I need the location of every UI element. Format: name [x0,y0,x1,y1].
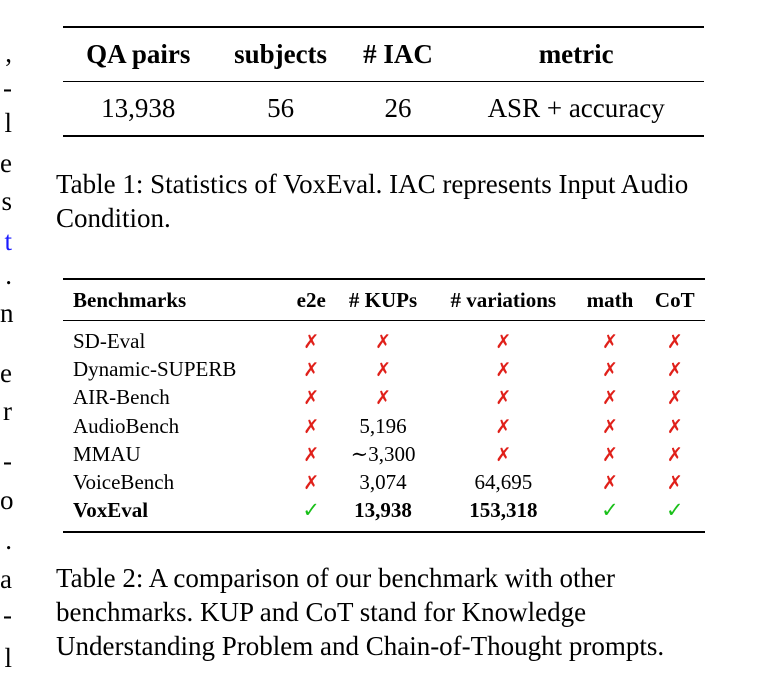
cell-benchmark: VoxEval [73,498,149,523]
cross-icon: ✗ [666,415,683,438]
cell-benchmark: AudioBench [73,413,180,438]
margin-fragment: - [3,446,12,476]
cell-cot [645,412,705,440]
cell-cot [645,497,705,532]
cell-variations: 64,695 [474,470,533,495]
cell-benchmark: SD-Eval [73,328,146,353]
cell-math [575,412,644,440]
table-row [63,412,705,440]
cross-icon: ✗ [495,443,512,466]
header-cot: CoT [654,287,695,312]
table2-caption: Table 2: A comparison of our benchmark with other benchmarks. KUP and CoT stand for Knowledge Understanding Problem and Chain-of-Thought prompts. [56,563,665,661]
table-row [63,497,705,532]
cross-icon: ✗ [495,330,512,353]
cell-kups: 3,074 [359,470,407,495]
cell-e2e [288,384,335,412]
margin-fragment: l [4,108,12,138]
benchmark-comparison-table [63,278,705,533]
cross-icon: ✗ [666,472,683,495]
margin-fragment: . [5,525,12,555]
header-e2e: e2e [296,287,326,312]
cell-math [575,440,644,468]
header-variations: # variations [450,287,557,312]
cell-kups [335,321,432,356]
cross-icon: ✗ [495,387,512,410]
cross-icon: ✗ [303,472,320,495]
margin-fragment: s [1,186,12,216]
margin-fragment: , [5,38,12,68]
cell-benchmark: VoiceBench [73,470,175,495]
statistics-table [63,26,704,137]
header-metric: metric [538,39,614,69]
cell-variations [431,412,575,440]
table-header-row [63,279,705,321]
margin-fragment: r [3,396,12,426]
header-benchmarks: Benchmarks [73,287,187,312]
table-row [63,321,705,356]
cell-e2e [288,497,335,532]
cell-e2e [288,321,335,356]
margin-fragment: a [0,564,12,594]
cell-cot [645,321,705,356]
header-qa-pairs: QA pairs [86,39,191,69]
table-row [63,440,705,468]
cross-icon: ✗ [666,330,683,353]
cell-e2e [288,355,335,383]
cell-variations: 153,318 [469,498,538,523]
header-iac: # IAC [363,39,433,69]
cell-math [575,321,644,356]
cell-e2e [288,468,335,496]
cross-icon: ✗ [601,415,618,438]
check-icon: ✓ [665,498,684,523]
cross-icon: ✗ [601,387,618,410]
cell-cot [645,468,705,496]
cell-variations [431,321,575,356]
header-subjects: subjects [234,39,328,69]
cross-icon: ✗ [303,330,320,353]
cell-math [575,384,644,412]
margin-fragment: e [0,148,12,178]
cross-icon: ✗ [303,387,320,410]
table-row [63,355,705,383]
table-row [63,468,705,496]
cell-benchmark: Dynamic-SUPERB [73,356,237,381]
cell-cot [645,355,705,383]
cell-variations [431,384,575,412]
margin-fragment: n [0,298,14,328]
cross-icon: ✗ [495,358,512,381]
cell-kups: 5,196 [359,413,407,438]
margin-fragment: - [3,600,12,630]
cross-icon: ✗ [303,443,320,466]
cell-iac: 26 [384,93,412,123]
cell-metric: ASR + accuracy [487,93,665,123]
cross-icon: ✗ [375,387,392,410]
table1-caption: Table 1: Statistics of VoxEval. IAC represents Input Audio Condition. [56,169,689,233]
margin-fragment: . [5,260,12,290]
cell-variations [431,440,575,468]
cross-icon: ✗ [601,443,618,466]
cell-e2e [288,412,335,440]
cross-icon: ✗ [666,443,683,466]
cell-subjects: 56 [267,93,295,123]
header-math: math [586,287,634,312]
cell-kups [335,355,432,383]
cell-math [575,468,644,496]
cell-kups: 13,938 [354,498,412,523]
cross-icon: ✗ [601,330,618,353]
cross-icon: ✗ [601,472,618,495]
margin-fragment: l [4,643,12,673]
cell-kups [335,384,432,412]
table-header-row [63,27,704,82]
margin-fragment: - [3,73,12,103]
table-row [63,384,705,412]
margin-fragment: o [0,485,14,515]
cell-math [575,355,644,383]
header-kups: # KUPs [348,287,418,312]
cross-icon: ✗ [303,358,320,381]
cell-math [575,497,644,532]
cross-icon: ✗ [495,415,512,438]
check-icon: ✓ [601,498,619,523]
cross-icon: ✗ [375,358,392,381]
cross-icon: ✗ [375,330,392,353]
cross-icon: ✗ [303,415,320,438]
cell-benchmark: MMAU [73,441,141,466]
cross-icon: ✗ [666,358,683,381]
cell-cot [645,384,705,412]
cell-cot [645,440,705,468]
cell-kups: ∼3,300 [350,441,416,466]
cross-icon: ✗ [601,358,618,381]
cell-e2e [288,440,335,468]
margin-fragment: e [0,358,12,388]
cell-variations [431,355,575,383]
margin-fragment-link[interactable]: t [4,226,12,256]
check-icon: ✓ [302,498,321,523]
table-row [63,82,704,137]
cross-icon: ✗ [666,387,683,410]
cell-benchmark: AIR-Bench [73,385,170,410]
cell-qa-pairs: 13,938 [101,93,176,123]
